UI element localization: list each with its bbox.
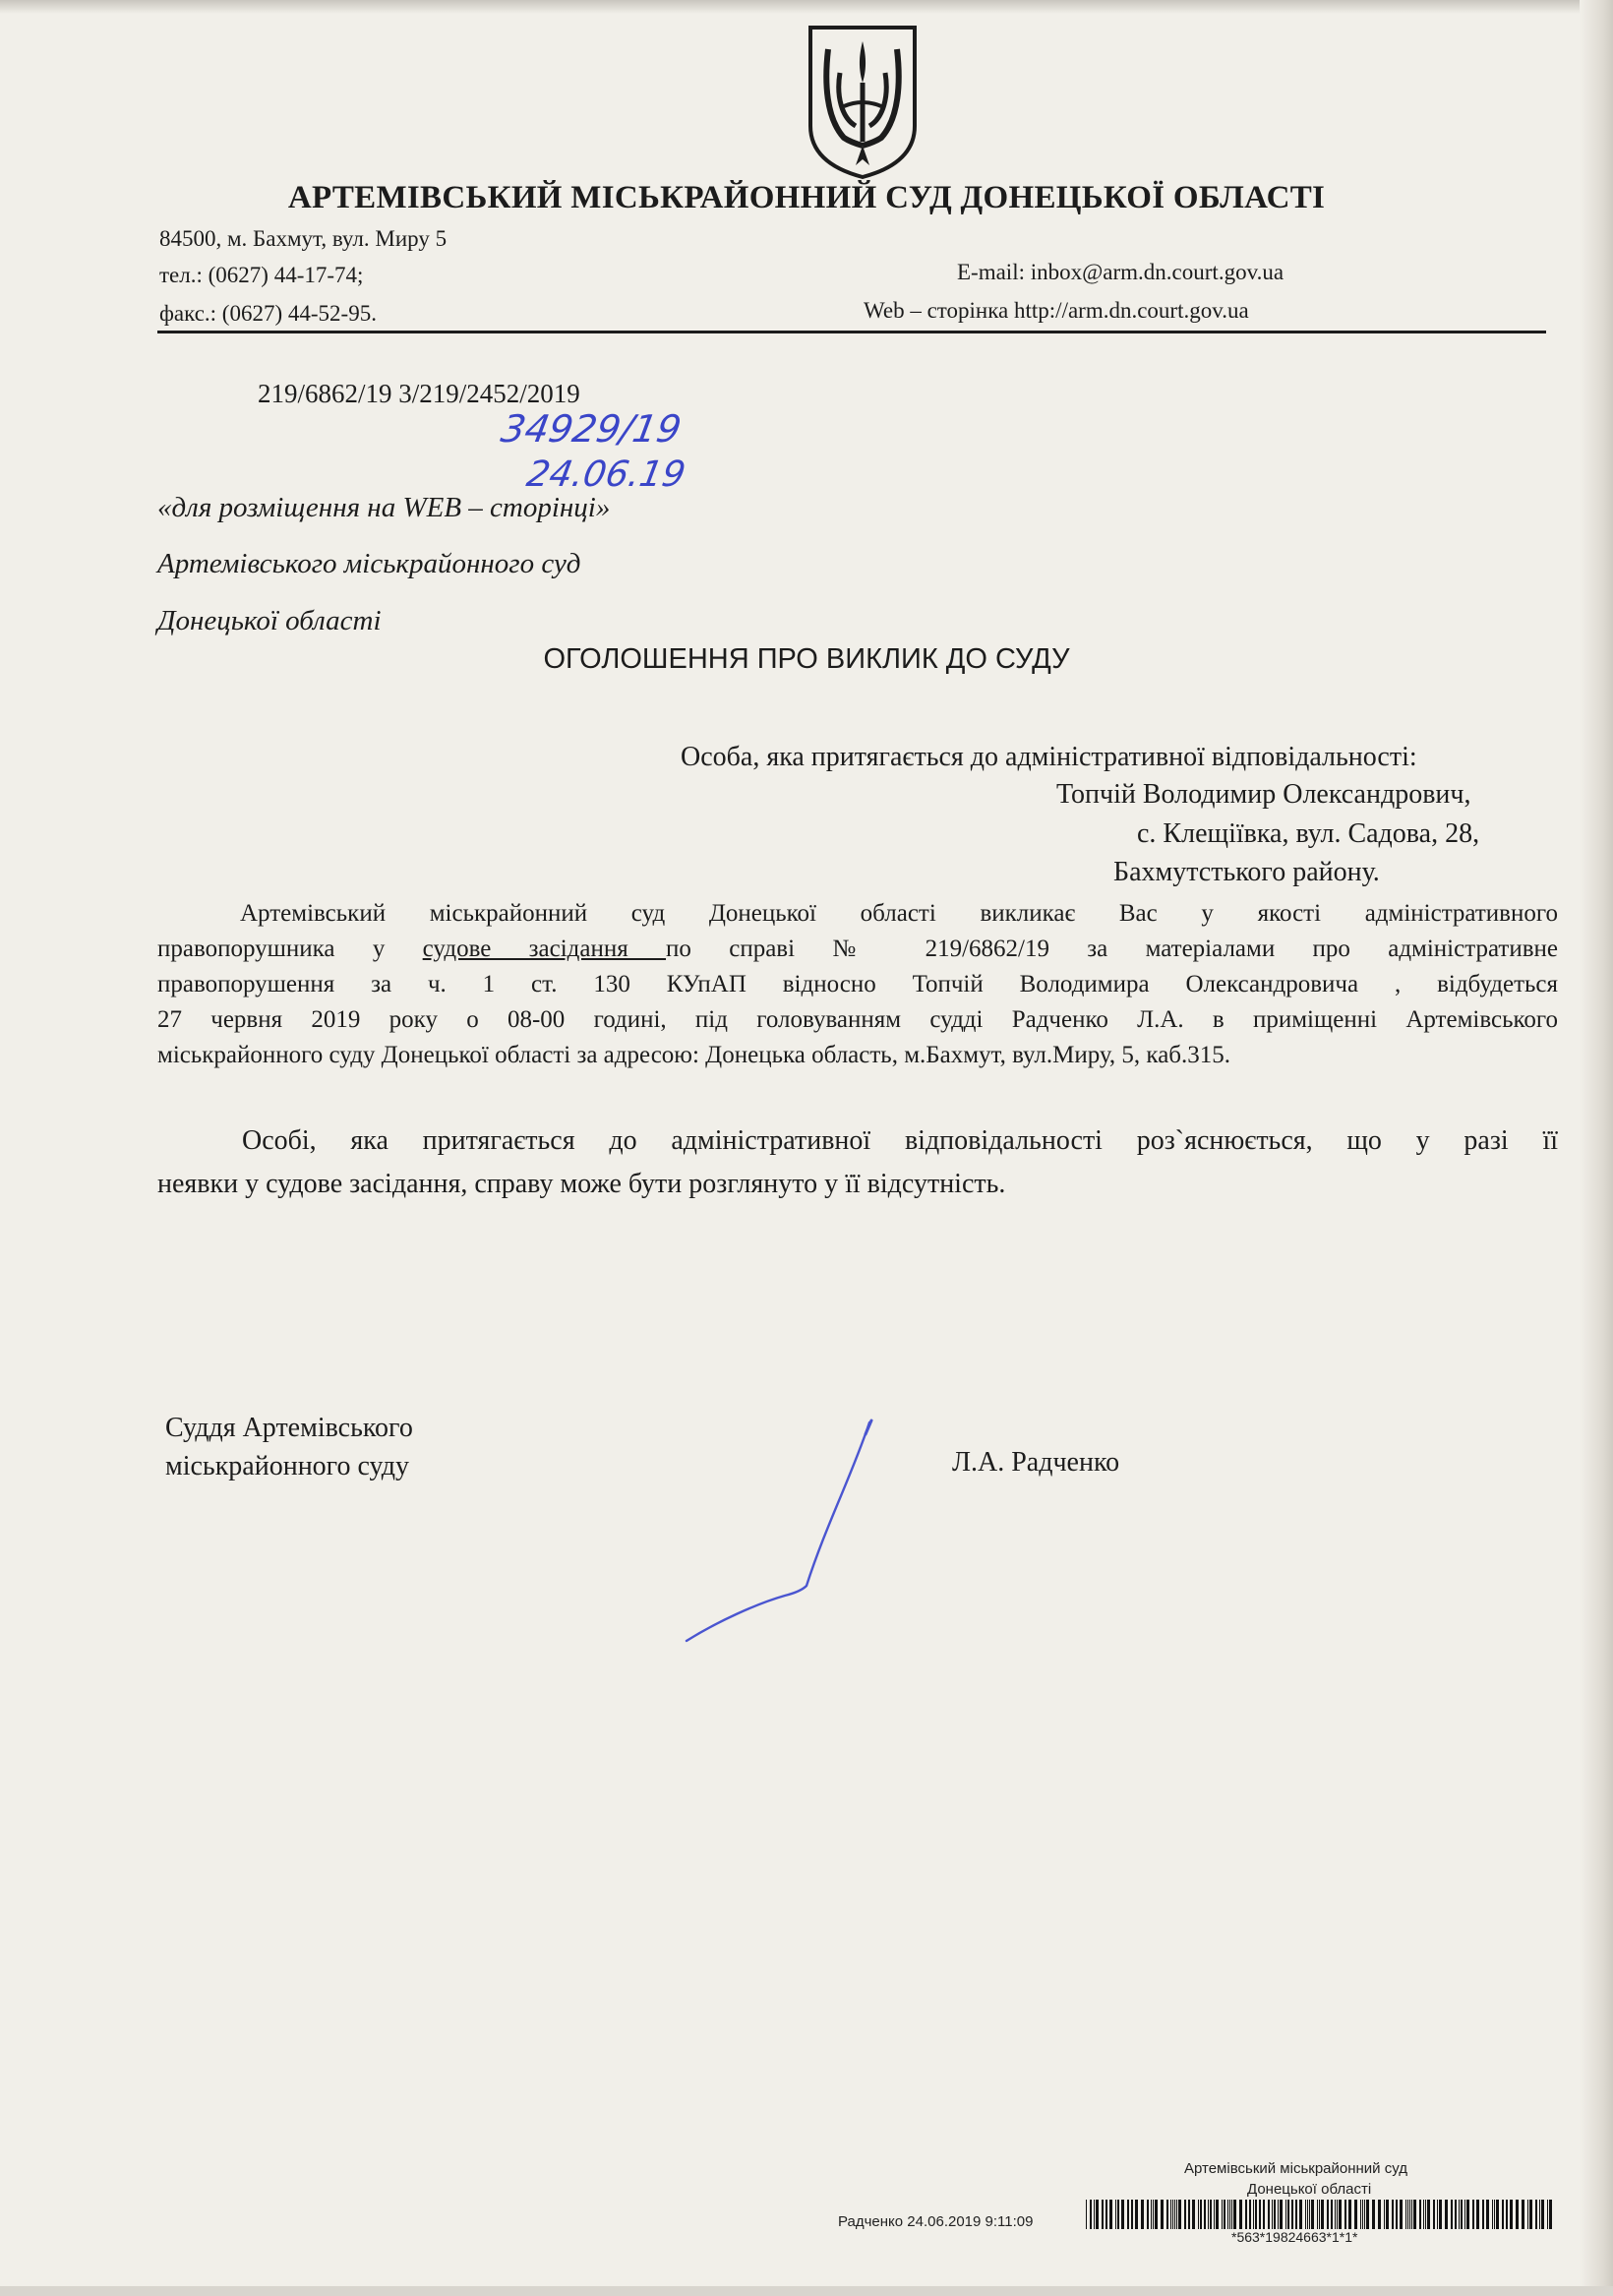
barcode-bar (1155, 2200, 1158, 2229)
barcode-bar (1339, 2200, 1342, 2229)
page-edge-top (0, 0, 1613, 14)
barcode-bar (1121, 2200, 1124, 2229)
barcode-bar (1539, 2200, 1540, 2229)
barcode-bar (1331, 2200, 1333, 2229)
barcode-bar (1176, 2200, 1177, 2229)
court-hearing-underlined: судове засідання (422, 936, 667, 962)
stamp-signed-by: Радченко 24.06.2019 9:11:09 (838, 2213, 1034, 2230)
barcode-bar (1231, 2200, 1232, 2229)
handwritten-signature (679, 1417, 895, 1653)
page-edge-right (1580, 0, 1613, 2296)
barcode-bar (1170, 2200, 1171, 2229)
barcode-bar (1455, 2200, 1457, 2229)
barcode-bar (1354, 2200, 1357, 2229)
barcode-bar (1200, 2200, 1202, 2229)
barcode-bar (1476, 2200, 1479, 2229)
barcode-bar (1372, 2200, 1375, 2229)
barcode-bar (1309, 2200, 1310, 2229)
barcode-bar (1384, 2200, 1385, 2229)
barcode-bar (1535, 2200, 1537, 2229)
summons-line-2-a: правопорушника у (157, 936, 423, 962)
addressee-name: Топчій Володимир Олександрович, (1056, 779, 1471, 810)
barcode-bar (1362, 2200, 1363, 2229)
page-edge-bottom (0, 2286, 1613, 2296)
barcode-bar (1131, 2200, 1133, 2229)
barcode-bar (1344, 2200, 1346, 2229)
barcode-bar (1439, 2200, 1442, 2229)
court-phone: тел.: (0627) 44-17-74; (159, 263, 364, 287)
barcode-bar (1274, 2200, 1276, 2229)
barcode-bar (1445, 2200, 1448, 2229)
recipient-line-3: Донецької області (157, 605, 382, 636)
barcode-bar (1459, 2200, 1460, 2229)
barcode-bar (1147, 2200, 1149, 2229)
barcode-bar (1319, 2200, 1320, 2229)
recipient-line-1: «для розміщення на WEB – сторінці» (157, 492, 611, 523)
barcode-bar (1239, 2200, 1242, 2229)
barcode-bar (1494, 2200, 1495, 2229)
barcode-bar (1295, 2200, 1297, 2229)
barcode-bar (1174, 2200, 1175, 2229)
barcode-bar (1405, 2200, 1406, 2229)
barcode-bar (1214, 2200, 1215, 2229)
barcode-bar (1222, 2200, 1223, 2229)
notice-paragraph (157, 1119, 1558, 1206)
summons-line-2-c: по справі № 219/6862/19 за матеріалами про адміністративне (666, 936, 1558, 962)
barcode-bar (1516, 2200, 1519, 2229)
judge-position-line-2: міськрайонного суду (165, 1451, 410, 1481)
barcode-bar (1409, 2200, 1410, 2229)
barcode-bar (1366, 2200, 1369, 2229)
summons-line-2 (157, 932, 1558, 967)
barcode-bar (1437, 2200, 1438, 2229)
barcode-bar (1204, 2200, 1206, 2229)
barcode-bar (1178, 2200, 1181, 2229)
addressee-district: Бахмутстького району. (1113, 857, 1380, 887)
barcode-bar (1466, 2200, 1469, 2229)
barcode-bar (1224, 2200, 1225, 2229)
barcode-bar (1285, 2200, 1286, 2229)
barcode-bar (1109, 2200, 1112, 2229)
barcode-bar (1348, 2200, 1351, 2229)
barcode-bar (1400, 2200, 1403, 2229)
barcode-bar (1386, 2200, 1389, 2229)
barcode-bar (1188, 2200, 1190, 2229)
barcode-bar (1166, 2200, 1168, 2229)
barcode-bar (1482, 2200, 1484, 2229)
barcode-bar (1502, 2200, 1504, 2229)
summons-line-4: 27 червня 2019 року о 08-00 годині, під головуванням судді Радченко Л.А. в приміщенні Артемівського (157, 1006, 1558, 1033)
summons-paragraph (157, 896, 1558, 1073)
barcode-bar (1192, 2200, 1195, 2229)
barcode-bar (1249, 2200, 1251, 2229)
barcode-bar (1151, 2200, 1152, 2229)
barcode-bar (1096, 2200, 1099, 2229)
notice-line-1: Особі, яка притягається до адміністративної відповідальності роз`яснюється, що у разі її (242, 1125, 1558, 1156)
coat-of-arms-icon (805, 24, 921, 181)
addressee-address: с. Клещіївка, вул. Садова, 28, (1137, 818, 1480, 849)
barcode-bar (1396, 2200, 1398, 2229)
court-website: Web – сторінка http://arm.dn.court.gov.ua (864, 298, 1249, 323)
barcode-bar (1135, 2200, 1138, 2229)
barcode-bar (1102, 2200, 1104, 2229)
barcode-bar (1216, 2200, 1219, 2229)
barcode-bar (1307, 2200, 1308, 2229)
barcode-bar (1117, 2200, 1119, 2229)
barcode-bar (1268, 2200, 1270, 2229)
court-name: АРТЕМІВСЬКИЙ МІСЬКРАЙОННИЙ СУД ДОНЕЦЬКОЇ ОБЛАСТІ (287, 180, 1326, 215)
barcode-bar (1090, 2200, 1092, 2229)
barcode-bar (1506, 2200, 1508, 2229)
recipient-line-2: Артемівського міськрайонного суд (157, 548, 581, 579)
barcode-bar (1245, 2200, 1247, 2229)
barcode-bar (1311, 2200, 1314, 2229)
barcode-bar (1317, 2200, 1318, 2229)
court-email: E-mail: inbox@arm.dn.court.gov.ua (957, 260, 1284, 284)
addressee-line-1: Особа, яка притягається до адміністративної відповідальності: (681, 742, 1417, 772)
barcode-bar (1115, 2200, 1116, 2229)
barcode-bar (1278, 2200, 1279, 2229)
handwritten-reg-number: 34929/19 (498, 407, 685, 451)
barcode-bar (1527, 2200, 1528, 2229)
barcode-bar (1392, 2200, 1394, 2229)
stamp-court-line-2: Донецької області (1247, 2181, 1372, 2198)
summons-line-3: правопорушення за ч. 1 ст. 130 КУпАП відносно Топчій Володимира Олександровича , відбудеться (157, 971, 1558, 997)
barcode-bar (1184, 2200, 1186, 2229)
barcode-bar (1227, 2200, 1228, 2229)
barcode-bar (1522, 2200, 1524, 2229)
handwritten-date: 24.06.19 (523, 454, 688, 495)
barcode-bar (1427, 2200, 1430, 2229)
barcode-bar (1299, 2200, 1302, 2229)
barcode-bar (1378, 2200, 1381, 2229)
barcode-bar (1472, 2200, 1474, 2229)
barcode-bar (1255, 2200, 1257, 2229)
barcode-bar (1305, 2200, 1306, 2229)
barcode-bar (1549, 2200, 1552, 2229)
barcode-bar (1280, 2200, 1283, 2229)
barcode-bar (1529, 2200, 1532, 2229)
court-fax: факс.: (0627) 44-52-95. (159, 301, 377, 326)
barcode-bar (1451, 2200, 1453, 2229)
barcode-bar (1287, 2200, 1289, 2229)
barcode-bar (1496, 2200, 1499, 2229)
barcode-bar (1335, 2200, 1336, 2229)
barcode-bar (1259, 2200, 1261, 2229)
header-divider (157, 331, 1546, 333)
barcode-bar (1433, 2200, 1435, 2229)
barcode (1086, 2200, 1556, 2229)
summons-line-5: міськрайонного суду Донецької області за адресою: Донецька область, м.Бахмут, вул.Миру, 5, каб.315. (157, 1042, 1231, 1068)
barcode-bar (1233, 2200, 1236, 2229)
barcode-bar (1327, 2200, 1329, 2229)
barcode-bar (1461, 2200, 1463, 2229)
notice-line-2: неявки у судове засідання, справу може бути розглянуто у її відсутність. (157, 1169, 1006, 1199)
barcode-text: *563*19824663*1*1* (1231, 2229, 1358, 2245)
barcode-bar (1425, 2200, 1426, 2229)
barcode-bar (1210, 2200, 1212, 2229)
summons-line-1: Артемівський міськрайонний суд Донецької області викликає Вас у якості адміністративного (240, 900, 1558, 927)
barcode-bar (1407, 2200, 1408, 2229)
barcode-bar (1547, 2200, 1548, 2229)
barcode-bar (1411, 2200, 1412, 2229)
barcode-bar (1464, 2200, 1465, 2229)
case-reference: 219/6862/19 3/219/2452/2019 (258, 379, 580, 408)
barcode-bar (1105, 2200, 1107, 2229)
barcode-bar (1510, 2200, 1513, 2229)
barcode-bar (1094, 2200, 1095, 2229)
barcode-bar (1272, 2200, 1273, 2229)
barcode-bar (1291, 2200, 1293, 2229)
barcode-bar (1127, 2200, 1129, 2229)
barcode-bar (1419, 2200, 1421, 2229)
barcode-bar (1253, 2200, 1254, 2229)
barcode-bar (1360, 2200, 1361, 2229)
barcode-bar (1423, 2200, 1424, 2229)
barcode-bar (1172, 2200, 1173, 2229)
barcode-bar (1263, 2200, 1265, 2229)
barcode-bar (1153, 2200, 1154, 2229)
barcode-bar (1086, 2200, 1087, 2229)
barcode-bar (1413, 2200, 1416, 2229)
barcode-bar (1141, 2200, 1144, 2229)
barcode-bar (1161, 2200, 1164, 2229)
judge-position-line-1: Суддя Артемівського (165, 1413, 413, 1443)
barcode-bar (1541, 2200, 1544, 2229)
judge-name: Л.А. Радченко (952, 1447, 1120, 1478)
barcode-bar (1492, 2200, 1493, 2229)
barcode-bar (1364, 2200, 1365, 2229)
barcode-bar (1208, 2200, 1209, 2229)
barcode-bar (1337, 2200, 1338, 2229)
barcode-bar (1229, 2200, 1230, 2229)
barcode-bar (1321, 2200, 1324, 2229)
stamp-court-line-1: Артемівський міськрайонний суд (1184, 2160, 1407, 2177)
document-title: ОГОЛОШЕННЯ ПРО ВИКЛИК ДО СУДУ (543, 643, 1070, 675)
barcode-bar (1486, 2200, 1489, 2229)
barcode-bar (1198, 2200, 1199, 2229)
court-address: 84500, м. Бахмут, вул. Миру 5 (159, 226, 448, 251)
